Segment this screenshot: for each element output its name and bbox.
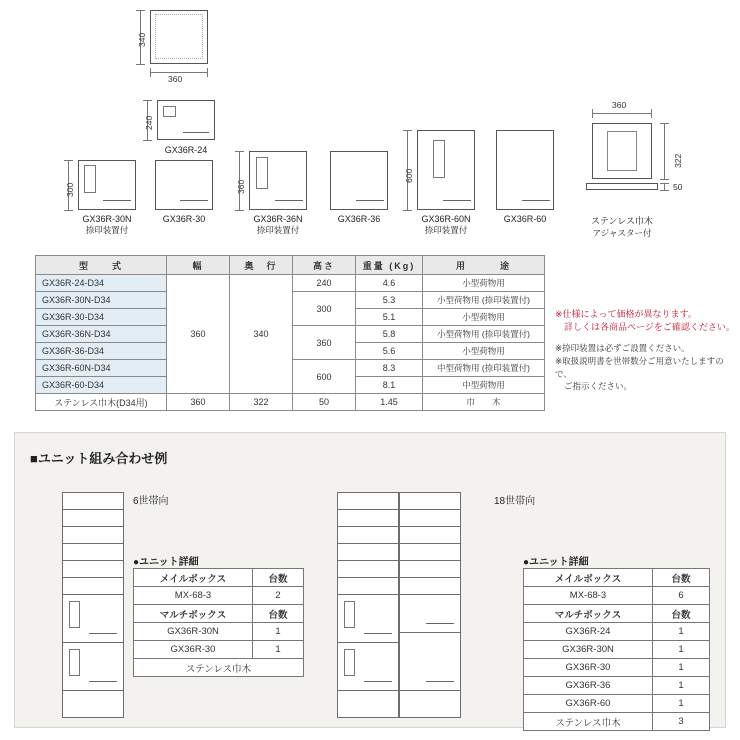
spec-weight: 1.45 xyxy=(356,394,423,411)
table-row xyxy=(524,677,710,695)
table-row xyxy=(36,394,545,411)
dim-60-height: 600 xyxy=(404,168,414,183)
dim-top-width: 360 xyxy=(168,74,183,84)
dim-24-height: 240 xyxy=(144,115,154,130)
spec-model: GX36R-30-D34 xyxy=(36,309,167,326)
detail-cell: 1 xyxy=(653,695,710,713)
spec-weight: 8.1 xyxy=(356,377,423,394)
detail-cell: ステンレス巾木 xyxy=(134,659,304,677)
detail-cell: マルチボックス xyxy=(134,605,253,623)
spec-height: 50 xyxy=(293,394,356,411)
diagram-gx36r-36n-door xyxy=(256,157,268,189)
spec-model: GX36R-30N-D34 xyxy=(36,292,167,309)
spec-use: 中型荷物用 (捺印装置付) xyxy=(423,360,545,377)
table-row xyxy=(134,587,304,605)
caption-base-label: ステンレス巾木 xyxy=(591,216,653,226)
detail-cell: GX36R-24 xyxy=(524,623,653,641)
table-row xyxy=(134,659,304,677)
note-red-line1: ※仕様によって価格が異なります。 xyxy=(555,309,697,319)
spec-height: 240 xyxy=(293,275,356,292)
spec-model: GX36R-24-D34 xyxy=(36,275,167,292)
unit-left-label: 6世帯向 xyxy=(133,496,169,507)
detail-cell: MX-68-3 xyxy=(524,587,653,605)
spec-header-height: 高さ xyxy=(293,256,356,275)
diagram-gx36r-60 xyxy=(496,130,554,210)
diagram-gx36r-60n-door xyxy=(433,140,445,178)
spec-width: 360 xyxy=(167,394,230,411)
diagram-gx36r-30n-door xyxy=(84,165,96,193)
spec-height: 300 xyxy=(293,292,356,326)
spec-table xyxy=(35,255,545,411)
table-row xyxy=(524,605,710,623)
dim-top-height: 340 xyxy=(137,32,147,47)
unit-right-label: 18世帯向 xyxy=(494,496,536,507)
spec-header-use: 用 途 xyxy=(423,256,545,275)
caption-gx36r-60n xyxy=(410,214,482,236)
spec-height: 360 xyxy=(293,326,356,360)
unit-right-column-b xyxy=(399,492,461,718)
detail-cell: MX-68-3 xyxy=(134,587,253,605)
note-installation xyxy=(555,342,735,393)
note-black-line3: ご指示ください。 xyxy=(564,381,633,392)
dim-line-top-bottom xyxy=(150,72,208,73)
detail-cell: 1 xyxy=(653,623,710,641)
note-price-warning xyxy=(555,308,735,334)
table-row xyxy=(524,569,710,587)
detail-cell: 1 xyxy=(653,677,710,695)
detail-cell: 1 xyxy=(653,659,710,677)
spec-weight: 5.3 xyxy=(356,292,423,309)
notes-block xyxy=(555,308,735,393)
caption-gx36r-36n-sub: 捺印装置付 xyxy=(256,225,300,235)
detail-cell: ステンレス巾木 xyxy=(524,713,653,731)
detail-cell: 1 xyxy=(253,623,304,641)
caption-gx36r-60n-sub: 捺印装置付 xyxy=(424,225,468,235)
spec-use: 小型荷物用 xyxy=(423,343,545,360)
detail-cell: 台数 xyxy=(253,569,304,587)
table-row xyxy=(524,587,710,605)
spec-width: 360 xyxy=(167,275,230,394)
dim-30-height: 300 xyxy=(65,182,75,197)
diagram-gx36r-24-slot xyxy=(183,132,209,133)
detail-cell: 2 xyxy=(253,587,304,605)
caption-gx36r-36n-label: GX36R-36N xyxy=(253,214,303,224)
note-black-line2: ※取扱説明書を世帯数分ご用意いたしますので、 xyxy=(555,355,724,379)
note-red-line2: 詳しくは各商品ページをご確認ください。 xyxy=(564,322,735,333)
spec-model: GX36R-36N-D34 xyxy=(36,326,167,343)
spec-use: 小型荷物用 xyxy=(423,275,545,292)
spec-use: 中型荷物用 xyxy=(423,377,545,394)
spec-header-width: 幅 xyxy=(167,256,230,275)
table-row xyxy=(524,659,710,677)
spec-weight: 5.6 xyxy=(356,343,423,360)
detail-cell: GX36R-30N xyxy=(524,641,653,659)
unit-left-detail-title: ●ユニット詳細 xyxy=(133,557,199,568)
table-row xyxy=(134,605,304,623)
caption-gx36r-36-label: GX36R-36 xyxy=(337,214,381,224)
table-row xyxy=(524,623,710,641)
table-row xyxy=(134,641,304,659)
detail-cell: 6 xyxy=(653,587,710,605)
caption-gx36r-30 xyxy=(150,214,218,224)
detail-cell: 1 xyxy=(253,641,304,659)
unit-left-detail-table xyxy=(133,568,304,677)
spec-depth: 340 xyxy=(230,275,293,394)
spec-table-header-row xyxy=(36,256,545,275)
note-black-line1: ※捺印装置は必ずご設置ください。 xyxy=(555,343,690,354)
spec-header-depth: 奥 行 xyxy=(230,256,293,275)
detail-cell: メイルボックス xyxy=(524,569,653,587)
caption-gx36r-60 xyxy=(491,214,559,224)
detail-cell: GX36R-36 xyxy=(524,677,653,695)
spec-height: 600 xyxy=(293,360,356,394)
spec-weight: 8.3 xyxy=(356,360,423,377)
unit-left-door-2 xyxy=(69,649,80,676)
caption-gx36r-30n-label: GX36R-30N xyxy=(82,214,132,224)
detail-cell: メイルボックス xyxy=(134,569,253,587)
detail-cell: 台数 xyxy=(653,569,710,587)
product-diagrams xyxy=(0,0,740,245)
spec-header-model: 型 式 xyxy=(36,256,167,275)
detail-cell: 1 xyxy=(653,641,710,659)
detail-cell: GX36R-30 xyxy=(134,641,253,659)
table-row xyxy=(36,275,545,292)
unit-right-column-a xyxy=(337,492,399,718)
spec-weight: 5.1 xyxy=(356,309,423,326)
spec-model: GX36R-60-D34 xyxy=(36,377,167,394)
detail-cell: GX36R-30 xyxy=(524,659,653,677)
caption-base-sub: アジャスター付 xyxy=(592,228,652,238)
detail-cell: 台数 xyxy=(253,605,304,623)
caption-gx36r-60-label: GX36R-60 xyxy=(503,214,547,224)
caption-gx36r-36 xyxy=(325,214,393,224)
spec-use: 小型荷物用 xyxy=(423,309,545,326)
unit-right-door-1 xyxy=(344,601,355,628)
spec-model: GX36R-36-D34 xyxy=(36,343,167,360)
detail-cell: GX36R-30N xyxy=(134,623,253,641)
spec-model: ステンレス巾木(D34用) xyxy=(36,394,167,411)
caption-base xyxy=(580,214,664,239)
caption-gx36r-30n-sub: 捺印装置付 xyxy=(85,225,129,235)
table-row xyxy=(524,641,710,659)
caption-gx36r-30-label: GX36R-30 xyxy=(162,214,206,224)
diagram-gx36r-24-door xyxy=(163,106,176,117)
caption-gx36r-30n xyxy=(71,214,143,236)
spec-use: 小型荷物用 (捺印装置付) xyxy=(423,292,545,309)
diagram-gx36r-30 xyxy=(155,160,213,210)
unit-right-door-2 xyxy=(344,649,355,676)
caption-gx36r-24-label: GX36R-24 xyxy=(164,145,208,155)
detail-cell: マルチボックス xyxy=(524,605,653,623)
detail-cell: 3 xyxy=(653,713,710,731)
diagram-top-square-inner xyxy=(155,14,203,59)
caption-gx36r-24 xyxy=(157,145,215,155)
table-row xyxy=(134,569,304,587)
dim-36-height: 360 xyxy=(236,179,246,194)
spec-use: 小型荷物用 (捺印装置付) xyxy=(423,326,545,343)
dim-base-thickness: 50 xyxy=(673,182,683,192)
unit-right-detail-title: ●ユニット詳細 xyxy=(523,557,589,568)
table-row xyxy=(134,623,304,641)
detail-cell: 台数 xyxy=(653,605,710,623)
spec-header-weight: 重量 (Kg) xyxy=(356,256,423,275)
diagram-base-inner xyxy=(607,131,637,171)
unit-example-title: ■ユニット組み合わせ例 xyxy=(30,451,168,466)
diagram-base-plate xyxy=(586,183,658,190)
caption-gx36r-36n xyxy=(242,214,314,236)
detail-cell: GX36R-60 xyxy=(524,695,653,713)
diagram-gx36r-36 xyxy=(330,151,388,210)
dim-base-width: 360 xyxy=(612,100,627,110)
unit-right-detail-table xyxy=(523,568,710,731)
diagram-gx36r-60n xyxy=(417,130,475,210)
caption-gx36r-60n-label: GX36R-60N xyxy=(421,214,471,224)
spec-use: 巾 木 xyxy=(423,394,545,411)
spec-weight: 4.6 xyxy=(356,275,423,292)
spec-model: GX36R-60N-D34 xyxy=(36,360,167,377)
table-row xyxy=(524,695,710,713)
spec-depth: 322 xyxy=(230,394,293,411)
unit-left-door-1 xyxy=(69,601,80,628)
dim-base-height: 322 xyxy=(673,153,683,168)
unit-left-column xyxy=(62,492,124,718)
spec-weight: 5.8 xyxy=(356,326,423,343)
table-row xyxy=(524,713,710,731)
